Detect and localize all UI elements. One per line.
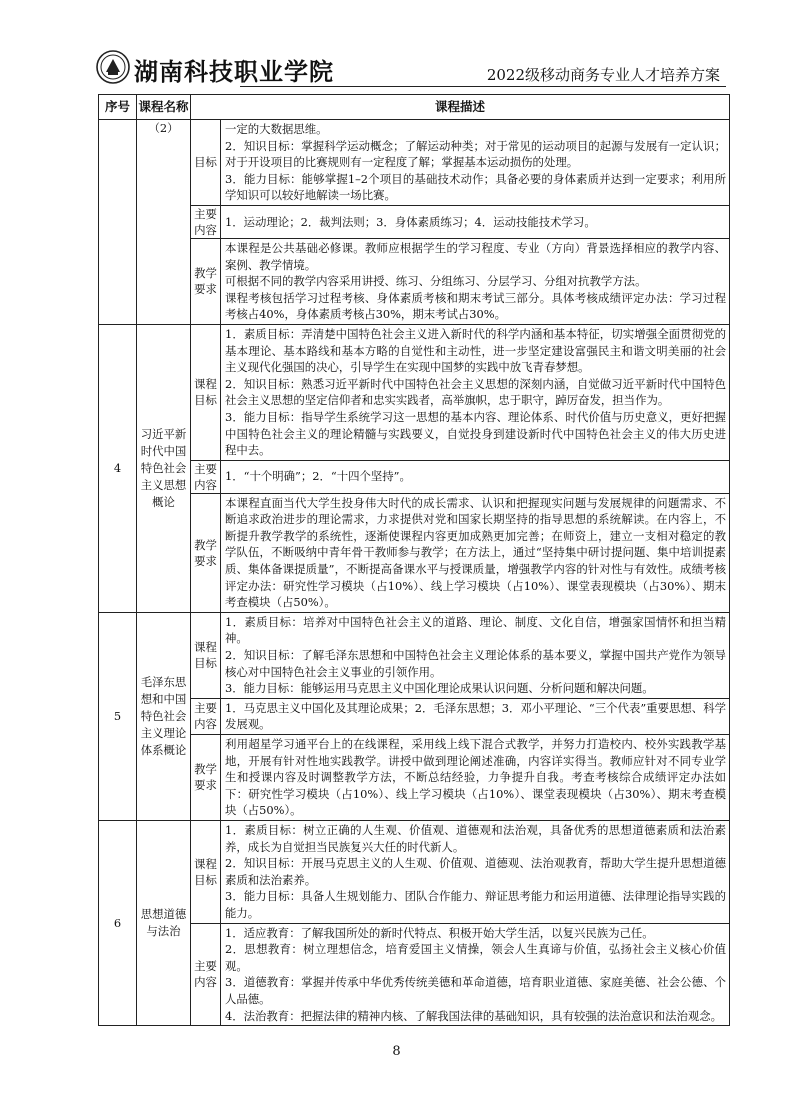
course-number: 6 xyxy=(99,820,137,1025)
description-line: 1．马克思主义中国化及其理论成果；2．毛泽东思想；3．邓小平理论、“三个代表”重要思想、科学发展观。 xyxy=(225,700,726,732)
description-line: 3．能力目标：能够掌握1–2个项目的基础技术动作；具备必要的身体素质并达到一定要求；利用所学知识可以较好地解读一场比赛。 xyxy=(225,171,726,203)
section-label: 主要 内容 xyxy=(191,460,221,493)
table-row xyxy=(99,612,730,698)
course-name-cell xyxy=(137,120,191,325)
table-header-row xyxy=(99,95,730,120)
table-row xyxy=(99,735,730,821)
section-description xyxy=(221,324,730,460)
table-row xyxy=(99,493,730,612)
table-row xyxy=(99,460,730,493)
description-line: 2．思想教育：树立理想信念，培育爱国主义情操，领会人生真谛与价值，弘扬社会主义核心价值观。 xyxy=(225,942,726,973)
section-label: 课程 目标 xyxy=(191,820,221,923)
section-label: 教学 要求 xyxy=(191,735,221,821)
section-label: 课程 目标 xyxy=(191,324,221,460)
table-row xyxy=(99,698,730,734)
course-number: 4 xyxy=(99,324,137,612)
section-label: 主要 内容 xyxy=(191,923,221,1026)
section-description xyxy=(221,923,730,1026)
description-line: 本课程是公共基础必修课。教师应根据学生的学习程度、专业（方向）背景选择相应的教学内容、案例、教学情境。 xyxy=(225,240,726,272)
section-label: 主要 内容 xyxy=(191,205,221,238)
description-line: 2．知识目标：开展马克思主义的人生观、价值观、道德观、法治观教育，帮助大学生提升思想道德素质和法治素养。 xyxy=(225,856,726,887)
section-description xyxy=(221,120,730,206)
section-label: 教学 要求 xyxy=(191,238,221,324)
description-line: 1．素质目标：弄清楚中国特色社会主义进入新时代的科学内涵和基本特征，切实增强全面贯彻党的基本理论、基本路线和基本方略的自觉性和主动性，进一步坚定建设富强民主和谐文明美丽的社会主义现代化强国的决心，引导学生在实现中国梦的实践中放飞青春梦想。 xyxy=(225,326,726,375)
section-description xyxy=(221,698,730,734)
page-header xyxy=(70,46,726,94)
section-label: 教学 要求 xyxy=(191,493,221,612)
course-name-cell xyxy=(137,612,191,820)
course-name-cell xyxy=(137,820,191,1025)
section-description xyxy=(221,205,730,238)
description-line: 2．知识目标：了解毛泽东思想和中国特色社会主义理论体系的基本要义，掌握中国共产党作为领导核心对中国特色社会主义事业的引领作用。 xyxy=(225,648,726,679)
table-row xyxy=(99,238,730,324)
course-table xyxy=(98,94,730,1026)
course-name: 习近平新 时代中国 特色社会 主义思想 概论 xyxy=(140,426,187,509)
description-line: 一定的大数据思维。 xyxy=(225,122,328,136)
table-row xyxy=(99,205,730,238)
section-description xyxy=(221,238,730,324)
description-line: 1．“十个明确”；2．“十四个坚持”。 xyxy=(225,469,411,484)
course-number: 5 xyxy=(99,612,137,820)
description-line: 本课程直面当代大学生投身伟大时代的成长需求、认识和把握现实问题与发展规律的问题需求、不断追求政治进步的理论需求，力求提供对党和国家长期坚持的指导思想的系统解读。在内容上，不断提升教学教学的系统性，逐渐使课程内容更加成熟更加完善；在师资上，建立一支相对稳定的教学队伍，不断吸纳中青年骨干教师参与教学；在方法上，通过“坚持集中研讨提问题、集中培训提素质、集体备课提质量”，不断提高备课水平与授课质量，增强教学内容的针对性与有效性。成绩考核评定办法：研究性学习模块（占10%）、线上学习模块（占10%）、课堂表现模块（占30%）、期末考查模块（占50%）。 xyxy=(225,495,726,610)
description-line: 3．道德教育：掌握并传承中华优秀传统美德和革命道德，培育职业道德、家庭美德、社会公德、个人品德。 xyxy=(225,975,726,1006)
section-label: 主要 内容 xyxy=(191,698,221,734)
document-title: 2022级移动商务专业人才培养方案 xyxy=(486,66,720,84)
header-rule xyxy=(240,86,726,87)
description-line: 课程考核包括学习过程考核、身体素质考核和期末考试三部分。具体考核成绩评定办法：学习过程考核占40%，身体素质考核占30%，期末考试占30%。 xyxy=(225,290,726,322)
course-name-cell xyxy=(137,324,191,612)
course-name: 毛泽东思 想和中国 特色社会 主义理论 体系概论 xyxy=(140,674,187,757)
header-no: 序号 xyxy=(99,95,137,120)
school-emblem-icon xyxy=(96,50,130,84)
section-label: 课程 目标 xyxy=(191,612,221,698)
course-name: （2） xyxy=(148,121,179,135)
header-name: 课程名称 xyxy=(137,95,191,120)
school-name: 湖南科技职业学院 xyxy=(134,57,334,86)
description-line: 4．法治教育：把握法律的精神内核、了解我国法律的基础知识，具有较强的法治意识和法治观念。 xyxy=(225,1008,723,1023)
section-label: 目标 xyxy=(191,120,221,206)
description-line: 利用超星学习通平台上的在线课程，采用线上线下混合式教学，并努力打造校内、校外实践教学基地，开展有针对性地实践教学。讲授中做到理论阐述准确，内容详实得当。教师应针对不同专业学生和授课内容及时调整教学方法，不断总结经验，力争提升自我。考查考核综合成绩评定办法如下：研究性学习模块（占10%）、线上学习模块（占10%）、课堂表现模块（占30%）、期末考查模块（占50%）。 xyxy=(225,737,726,818)
description-line: 1．素质目标：培养对中国特色社会主义的道路、理论、制度、文化自信，增强家国情怀和担当精神。 xyxy=(225,614,726,646)
section-description xyxy=(221,493,730,612)
table-row xyxy=(99,923,730,1026)
description-line: 2．知识目标：掌握科学运动概念；了解运动种类；对于常见的运动项目的起源与发展有一定认识；对于开设项目的比赛规则有一定程度了解；掌握基本运动损伤的处理。 xyxy=(225,138,726,170)
description-line: 可根据不同的教学内容采用讲授、练习、分组练习、分层学习、分组对抗教学方法。 xyxy=(225,274,647,289)
section-description xyxy=(221,820,730,923)
section-description xyxy=(221,460,730,493)
description-line: 1．素质目标：树立正确的人生观、价值观、道德观和法治观，具备优秀的思想道德素质和法治素养，成长为自觉担当民族复兴大任的时代新人。 xyxy=(225,822,726,854)
description-line: 1．适应教育：了解我国所处的新时代特点、积极开始大学生活，以复兴民族为己任。 xyxy=(225,925,654,940)
table-row xyxy=(99,820,730,923)
section-description xyxy=(221,612,730,698)
description-line: 1．运动理论；2．裁判法则；3．身体素质练习；4．运动技能技术学习。 xyxy=(225,214,596,229)
table-row xyxy=(99,324,730,460)
section-description xyxy=(221,735,730,821)
course-number xyxy=(99,120,137,325)
course-name: 思想道德 与法治 xyxy=(140,907,187,939)
description-line: 3．能力目标：能够运用马克思主义中国化理论成果认识问题、分析问题和解决问题。 xyxy=(225,681,654,696)
table-row xyxy=(99,120,730,206)
header-desc: 课程描述 xyxy=(191,95,730,120)
description-line: 2．知识目标：熟悉习近平新时代中国特色社会主义思想的深刻内涵，自觉做习近平新时代中国特色社会主义思想的坚定信仰者和忠实实践者，高举旗帜，忠于职守，踔厉奋发，担当作为。 xyxy=(225,376,726,408)
description-line: 3．能力目标：指导学生系统学习这一思想的基本内容、理论体系、时代价值与历史意义，更好把握中国特色社会主义的理论精髓与实践要义，自觉投身到建设新时代中国特色社会主义的伟大历史进程中去。 xyxy=(225,409,726,458)
description-line: 3．能力目标：具备人生规划能力、团队合作能力、辩证思考能力和运用道德、法律理论指导实践的能力。 xyxy=(225,889,726,920)
page-number: 8 xyxy=(392,1044,401,1059)
